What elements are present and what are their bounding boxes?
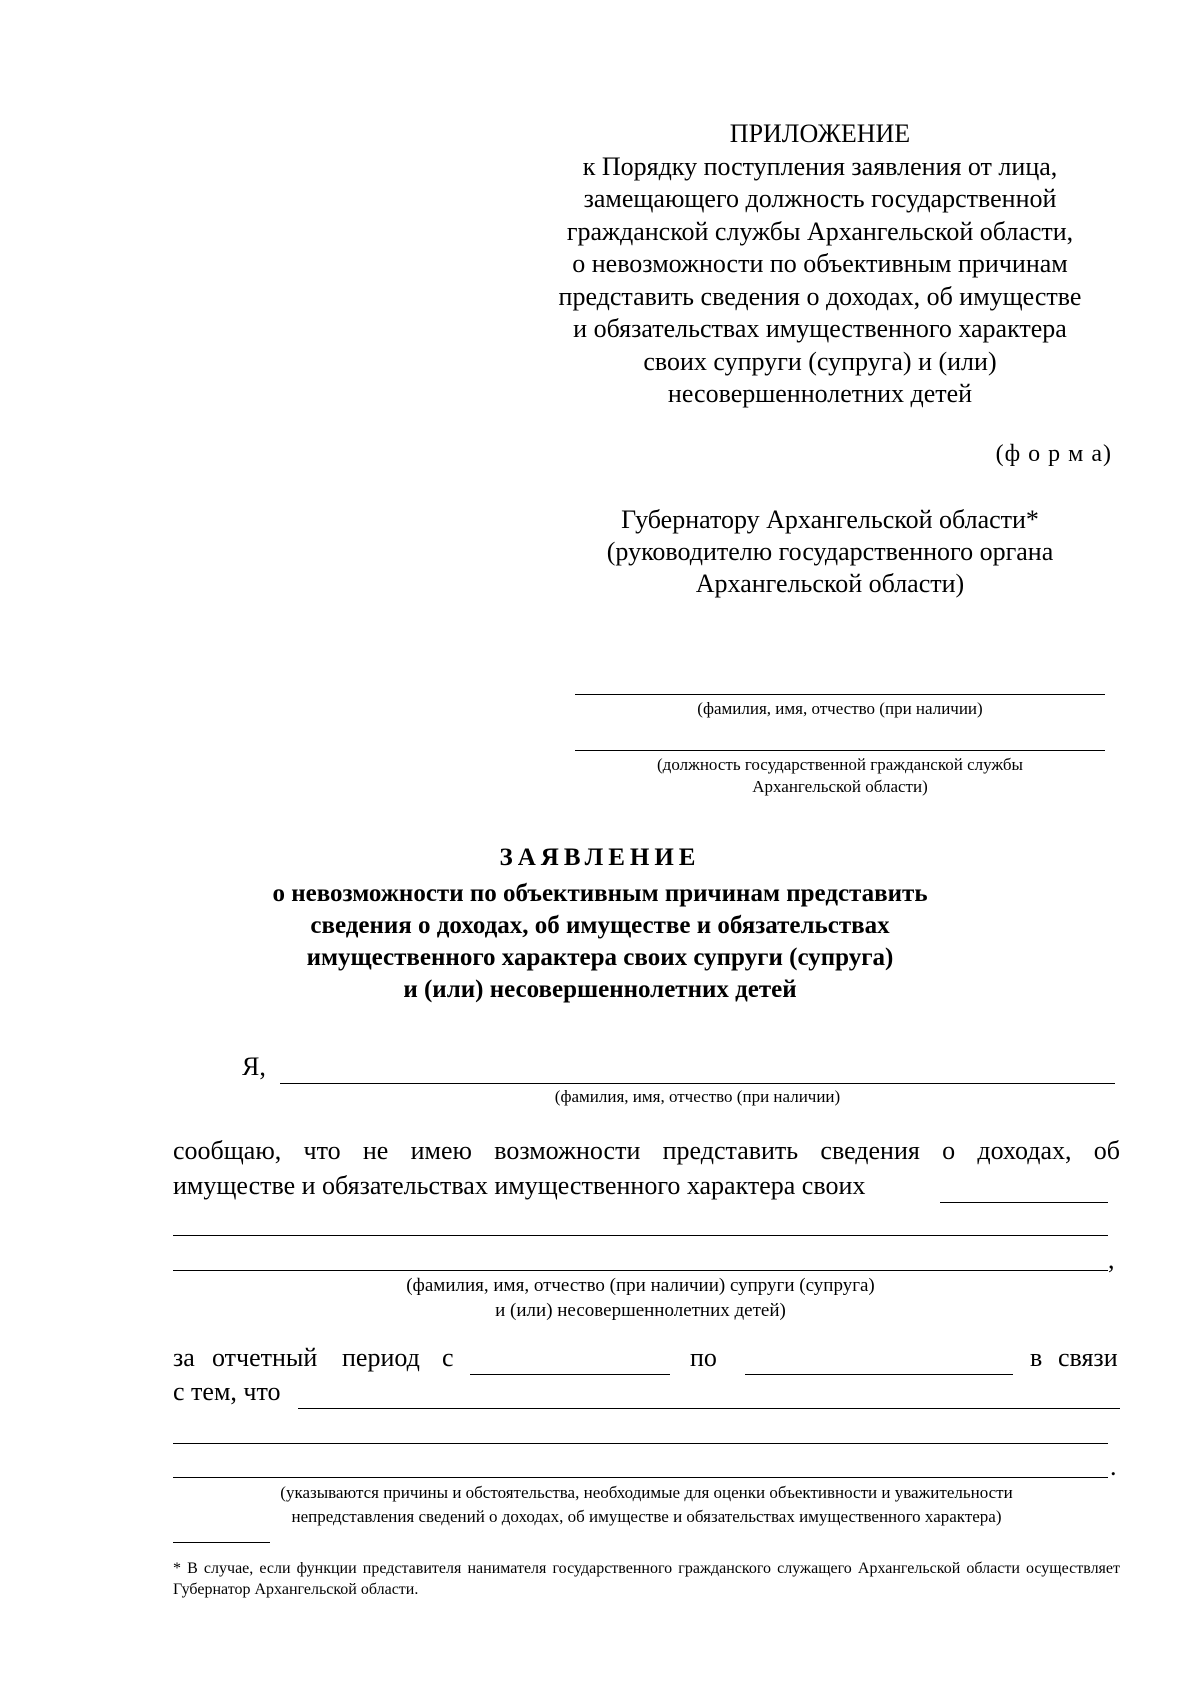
caption-line: (фамилия, имя, отчество (при наличии) супруги (супруга) xyxy=(406,1275,875,1296)
caption-line: Архангельской области) xyxy=(752,777,928,796)
period-to-field[interactable] xyxy=(745,1374,1013,1375)
addressee-block xyxy=(560,504,1100,600)
appendix-line: своих супруги (супруга) и (или) xyxy=(643,346,997,376)
caption-line: и (или) несовершеннолетних детей) xyxy=(495,1300,786,1321)
i-name-caption: (фамилия, имя, отчество (при наличии) xyxy=(554,1087,841,1106)
relatives-caption xyxy=(173,1273,1108,1323)
period-from-label: с xyxy=(442,1343,454,1372)
appendix-line: гражданской службы Архангельской области, xyxy=(566,216,1074,246)
appendix-line: к Порядку поступления заявления от лица, xyxy=(582,151,1058,181)
addressee-line: Губернатору Архангельской области* xyxy=(621,505,1039,534)
para1-line2: имуществе и обязательствах имущественного характера своих xyxy=(173,1171,866,1200)
applicant-name-caption: (фамилия, имя, отчество (при наличии) xyxy=(697,699,983,718)
period-word: период xyxy=(342,1343,420,1372)
i-label: Я, xyxy=(242,1052,266,1081)
appendix-block xyxy=(530,118,1110,411)
period-word: в xyxy=(1030,1343,1043,1372)
subtitle-line: и (или) несовершеннолетних детей xyxy=(403,976,797,1003)
reason-label: с тем, что xyxy=(173,1377,281,1406)
appendix-line: о невозможности по объективным причинам xyxy=(572,249,1068,278)
footnote: * В случае, если функции представителя нанимателя государственного гражданского служащего Архангельской области осуществляет Губернатор Архангельской области. xyxy=(173,1560,1120,1598)
appendix-line: несовершеннолетних детей xyxy=(667,379,973,408)
subtitle-line: о невозможности по объективным причинам представить xyxy=(272,880,928,907)
subtitle-line: сведения о доходах, об имуществе и обязательствах xyxy=(310,912,890,939)
caption-line: (указываются причины и обстоятельства, необходимые для оценки объективности и уважительности xyxy=(280,1483,1013,1502)
period-end: . xyxy=(1110,1452,1117,1481)
subtitle-line: имущественного характера своих супруги (супруга) xyxy=(306,944,894,971)
period-word: за xyxy=(173,1343,195,1372)
addressee-line: (руководителю государственного органа xyxy=(606,537,1054,566)
period-to-label: по xyxy=(690,1343,717,1372)
comma: , xyxy=(1108,1245,1115,1274)
appendix-line: замещающего должность государственной xyxy=(583,184,1057,213)
statement-title: ЗАЯВЛЕНИЕ xyxy=(499,844,701,871)
forma-label: (ф о р м а) xyxy=(995,441,1112,467)
appendix-line: и обязательствах имущественного характера xyxy=(573,314,1067,343)
caption-line: (должность государственной гражданской службы xyxy=(657,755,1023,774)
i-name-field[interactable] xyxy=(280,1083,1115,1084)
caption-line: непредставления сведений о доходах, об имуществе и обязательствах имущественного характера) xyxy=(291,1507,1002,1526)
period-from-field[interactable] xyxy=(470,1374,670,1375)
appendix-line: представить сведения о доходах, об имуществе xyxy=(558,281,1082,311)
para1-line1: сообщаю, что не имею возможности представить сведения о доходах, об xyxy=(173,1136,1120,1165)
relatives-field-3[interactable] xyxy=(173,1270,1108,1271)
relatives-field-1[interactable] xyxy=(940,1202,1108,1203)
footnote-separator xyxy=(173,1542,270,1543)
applicant-name-field[interactable] xyxy=(575,694,1105,695)
reason-field-2[interactable] xyxy=(173,1443,1108,1444)
statement-subtitle xyxy=(200,878,1000,1006)
period-word: отчетный xyxy=(212,1343,318,1372)
reasons-caption xyxy=(173,1481,1120,1529)
reason-field-1[interactable] xyxy=(298,1408,1120,1409)
reason-field-3[interactable] xyxy=(173,1477,1108,1478)
addressee-line: Архангельской области) xyxy=(695,569,965,598)
period-word: связи xyxy=(1058,1343,1118,1372)
applicant-position-caption xyxy=(575,754,1105,798)
appendix-title: ПРИЛОЖЕНИЕ xyxy=(729,119,911,148)
applicant-position-field[interactable] xyxy=(575,750,1105,751)
relatives-field-2[interactable] xyxy=(173,1235,1108,1236)
